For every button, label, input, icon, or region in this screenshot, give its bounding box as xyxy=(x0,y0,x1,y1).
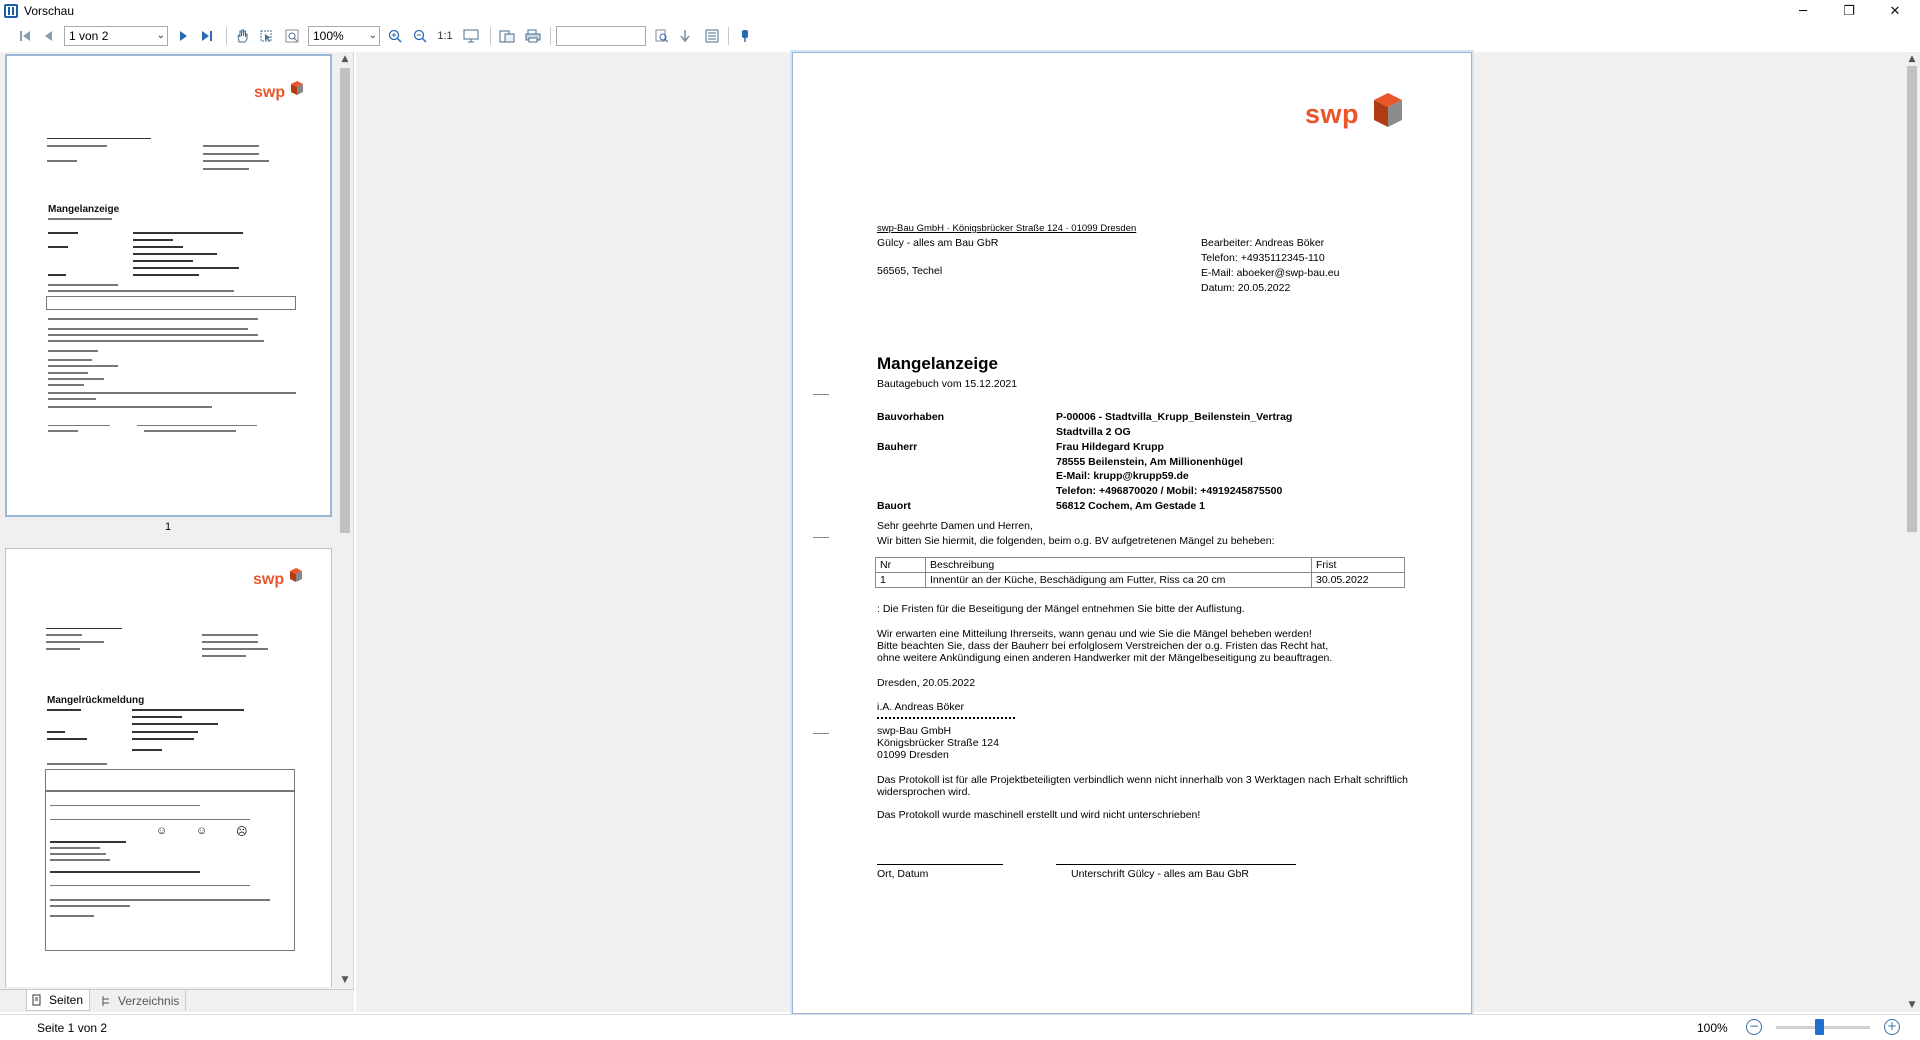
recipient-name: Gülcy - alles am Bau GbR xyxy=(877,237,999,249)
field-value-client: Frau Hildegard Krupp xyxy=(1056,441,1164,453)
thumb-line xyxy=(47,160,77,162)
print-icon xyxy=(525,29,541,43)
clerk: Bearbeiter: Andreas Böker xyxy=(1201,237,1325,249)
paragraph: Bitte beachten Sie, dass der Bauherr bei erfolglosem Verstreichen der o.g. Fristen das Recht hat, xyxy=(877,640,1329,652)
pin-icon xyxy=(740,29,750,43)
thumb-line xyxy=(133,267,239,269)
scroll-down-arrow[interactable]: ▼ xyxy=(341,975,349,985)
company-city: 01099 Dresden xyxy=(877,749,949,761)
field-value-location: 56812 Cochem, Am Gestade 1 xyxy=(1056,500,1206,512)
thumb-line xyxy=(133,253,217,255)
hand-icon xyxy=(235,29,249,43)
smiley-neutral-icon: ☺ xyxy=(196,825,208,837)
actual-size-button[interactable]: 1:1 xyxy=(437,30,453,42)
toolbar-separator xyxy=(550,27,551,45)
protocol-text: widersprochen wird. xyxy=(877,786,971,798)
title-bar xyxy=(0,0,1920,22)
zoom-in-button[interactable] xyxy=(385,26,405,46)
first-page-icon xyxy=(19,30,31,42)
thumb-line xyxy=(48,340,264,342)
thumb-line xyxy=(50,905,130,907)
search-input[interactable] xyxy=(556,26,646,46)
presentation-icon xyxy=(463,29,479,43)
protocol-text: Das Protokoll wurde maschinell erstellt und wird nicht unterschrieben! xyxy=(877,809,1201,821)
zoom-area-icon xyxy=(285,29,299,43)
scroll-up-arrow[interactable]: ▲ xyxy=(1908,54,1916,64)
document-page xyxy=(792,52,1472,1014)
zoom-selector-value: 100% xyxy=(313,29,344,43)
sidebar-tabs xyxy=(0,989,354,1011)
thumb-line xyxy=(137,425,257,426)
thumb-line xyxy=(132,738,194,740)
pages-icon xyxy=(31,994,43,1006)
tab-pages[interactable] xyxy=(26,990,90,1011)
thumb-line xyxy=(132,749,162,751)
thumb-line xyxy=(133,246,183,248)
table-row xyxy=(876,573,1405,588)
signature-line-right xyxy=(1056,864,1296,865)
zoom-selector[interactable] xyxy=(308,26,380,46)
field-label-client: Bauherr xyxy=(877,441,918,453)
previous-page-icon xyxy=(43,30,53,42)
thumb-line xyxy=(132,716,182,718)
thumbnail-list xyxy=(0,52,336,987)
select-tool-button[interactable] xyxy=(256,26,276,46)
thumbnail-logo: swp xyxy=(254,84,286,101)
thumb-line xyxy=(48,406,212,408)
field-value-client: Telefon: +496870020 / Mobil: +4919245875500 xyxy=(1056,485,1283,497)
thumb-line xyxy=(48,378,104,380)
field-label-project: Bauvorhaben xyxy=(877,411,945,423)
presentation-button[interactable] xyxy=(460,26,482,46)
thumb-line xyxy=(48,318,258,320)
paragraph: Wir erwarten eine Mitteilung Ihrerseits, wann genau und wie Sie die Mängel beheben werden! xyxy=(877,628,1312,640)
thumb-line xyxy=(132,731,198,733)
document-heading: Mangelanzeige xyxy=(877,354,998,373)
zoom-out-icon xyxy=(413,29,427,43)
zoom-status: 100% xyxy=(1697,1021,1728,1035)
signer: i.A. Andreas Böker xyxy=(877,701,964,713)
find-icon xyxy=(655,29,669,43)
pin-button[interactable] xyxy=(736,26,754,46)
last-page-icon xyxy=(201,30,213,42)
scroll-up-arrow[interactable]: ▲ xyxy=(341,54,349,64)
thumb-line xyxy=(133,239,173,241)
previous-page-button[interactable] xyxy=(40,26,56,46)
page-status: Seite 1 von 2 xyxy=(37,1021,108,1035)
thumb-line xyxy=(48,218,112,220)
zoom-out-button[interactable] xyxy=(410,26,430,46)
toolbar-separator xyxy=(490,27,491,45)
close-button[interactable]: ✕ xyxy=(1889,3,1901,19)
zoom-out-icon[interactable]: − xyxy=(1746,1019,1762,1035)
thumb-line xyxy=(133,274,199,276)
zoom-tool-button[interactable] xyxy=(282,26,302,46)
thumb-line xyxy=(144,430,236,432)
thumb-line xyxy=(48,290,234,292)
thumb-line xyxy=(48,392,296,394)
smiley-happy-icon: ☺ xyxy=(156,825,168,837)
thumb-line xyxy=(50,859,110,861)
thumb-line xyxy=(48,232,78,234)
field-value-project: Stadtvilla 2 OG xyxy=(1056,426,1131,438)
thumbnail-scroll-thumb[interactable] xyxy=(340,68,350,533)
table-header: Beschreibung xyxy=(926,558,1312,573)
toolbar-separator xyxy=(226,27,227,45)
thumb-line xyxy=(47,731,65,733)
salutation: Sehr geehrte Damen und Herren, xyxy=(877,520,1033,532)
thumb-line xyxy=(48,384,84,386)
thumbnail-heading: Mangelanzeige xyxy=(48,204,120,215)
company-name: swp-Bau GmbH xyxy=(877,725,952,737)
field-label-location: Bauort xyxy=(877,500,911,512)
thumb-line xyxy=(50,899,270,901)
place-date: Dresden, 20.05.2022 xyxy=(877,677,976,689)
table-header: Frist xyxy=(1312,558,1405,573)
field-value-project: P-00006 - Stadtvilla_Krupp_Beilenstein_Vertrag xyxy=(1056,411,1293,423)
protocol-text: Das Protokoll ist für alle Projektbeteiligten verbindlich wenn nicht innerhalb von 3 Werktagen nach Erhalt schriftlich xyxy=(877,774,1408,786)
field-value-client: E-Mail: krupp@krupp59.de xyxy=(1056,470,1189,482)
thumb-line xyxy=(48,274,66,276)
thumb-line xyxy=(48,425,110,426)
tab-outline[interactable] xyxy=(96,990,186,1011)
select-icon xyxy=(259,29,273,43)
thumbnail-panel xyxy=(0,52,354,1012)
minimize-button[interactable]: ─ xyxy=(1799,3,1807,19)
thumb-line xyxy=(132,709,244,711)
zoom-in-icon xyxy=(388,29,402,43)
zoom-slider-thumb[interactable] xyxy=(1815,1019,1824,1035)
thumb-line xyxy=(202,655,246,657)
thumb-line xyxy=(203,168,249,170)
toolbar xyxy=(0,22,1920,50)
window-title: Vorschau xyxy=(24,4,75,18)
thumbnail-heading: Mangelrückmeldung xyxy=(47,695,145,706)
thumb-line xyxy=(48,365,118,367)
thumb-line xyxy=(203,145,259,147)
thumbnail-page-2[interactable] xyxy=(5,548,332,987)
field-value-client: 78555 Beilenstein, Am Millionenhügel xyxy=(1056,456,1243,468)
signature-label-left: Ort, Datum xyxy=(877,868,929,880)
first-page-button[interactable] xyxy=(16,26,34,46)
thumb-line xyxy=(46,634,82,636)
hand-tool-button[interactable] xyxy=(232,26,252,46)
table-cell: 30.05.2022 xyxy=(1312,573,1405,588)
logo-cube-icon xyxy=(1374,93,1402,127)
email: E-Mail: aboeker@swp-bau.eu xyxy=(1201,267,1340,279)
thumb-line xyxy=(48,372,88,374)
thumb-line xyxy=(48,398,96,400)
fold-mark xyxy=(813,733,829,734)
maximize-button[interactable]: ❐ xyxy=(1843,3,1855,19)
document-scroll-thumb[interactable] xyxy=(1907,66,1917,532)
thumb-line xyxy=(47,763,107,765)
app-icon xyxy=(4,4,18,18)
next-page-icon xyxy=(179,30,189,42)
thumb-line xyxy=(50,847,100,849)
page-selector-value: 1 von 2 xyxy=(69,29,109,43)
thumb-line xyxy=(46,641,104,643)
company-logo: swp xyxy=(1305,99,1360,129)
thumb-line xyxy=(48,334,258,336)
intro-text: Wir bitten Sie hiermit, die folgenden, beim o.g. BV aufgetretenen Mängel zu beheben: xyxy=(877,535,1275,547)
signature-dashes xyxy=(877,717,1015,719)
thumbnail-table xyxy=(45,769,295,791)
thumb-line xyxy=(48,350,98,352)
outline-icon xyxy=(705,29,719,43)
find-button[interactable] xyxy=(652,26,672,46)
thumb-line xyxy=(203,160,269,162)
thumbnail-scrollbar[interactable] xyxy=(338,52,352,987)
thumbnail-table xyxy=(46,296,296,310)
company-street: Königsbrücker Straße 124 xyxy=(877,737,999,749)
thumb-line xyxy=(202,641,258,643)
table-header: Nr xyxy=(876,558,926,573)
thumb-line xyxy=(50,841,126,843)
thumb-line xyxy=(48,430,78,432)
thumb-line xyxy=(48,328,248,330)
signature-label-right: Unterschrift Gülcy - alles am Bau GbR xyxy=(1071,868,1249,880)
chevron-down-icon: ⌄ xyxy=(368,30,377,41)
logo-cube-icon xyxy=(290,568,302,582)
thumb-line xyxy=(203,153,259,155)
scroll-down-arrow[interactable]: ▼ xyxy=(1908,1000,1916,1010)
thumb-line xyxy=(46,648,80,650)
thumb-line xyxy=(50,853,106,855)
zoom-in-icon[interactable]: + xyxy=(1884,1019,1900,1035)
thumb-line xyxy=(46,628,122,629)
defects-table xyxy=(875,557,1405,588)
thumb-line xyxy=(50,871,200,873)
print-button[interactable] xyxy=(522,26,544,46)
next-page-button[interactable] xyxy=(176,26,192,46)
thumb-line xyxy=(48,359,92,361)
chevron-down-icon: ⌄ xyxy=(156,30,165,41)
tab-pages-label: Seiten xyxy=(49,993,84,1007)
thumb-line xyxy=(47,709,81,711)
table-cell: 1 xyxy=(876,573,926,588)
thumb-line xyxy=(133,232,243,234)
thumbnail-page-1[interactable] xyxy=(5,54,332,517)
thumb-line xyxy=(47,138,151,139)
thumb-line xyxy=(202,648,268,650)
recipient-city: 56565, Techel xyxy=(877,265,943,277)
thumbnail-logo: swp xyxy=(253,571,285,588)
export-button[interactable] xyxy=(496,26,518,46)
arrow-down-icon xyxy=(679,29,691,43)
logo-cube-icon xyxy=(291,81,303,95)
thumb-line xyxy=(48,246,68,248)
table-cell: Innentür an der Küche, Beschädigung am Futter, Riss ca 20 cm xyxy=(926,573,1312,588)
thumbnail-page-number: 1 xyxy=(164,521,172,533)
page-selector[interactable] xyxy=(64,26,168,46)
thumb-line xyxy=(133,260,193,262)
outline-tree-icon xyxy=(100,995,112,1007)
deadline-note: : Die Fristen für die Beseitigung der Mängel entnehmen Sie bitte der Auflistung. xyxy=(877,603,1245,615)
paragraph: ohne weitere Ankündigung einen anderen Handwerker mit der Mängelbeseitigung zu beauftragen. xyxy=(877,652,1333,664)
document-scrollbar[interactable] xyxy=(1904,52,1920,1012)
find-next-button[interactable] xyxy=(676,26,694,46)
status-bar xyxy=(0,1014,1920,1040)
thumb-line xyxy=(50,885,250,886)
outline-button[interactable] xyxy=(702,26,722,46)
thumb-line xyxy=(202,634,258,636)
sender-line: swp-Bau GmbH · Königsbrücker Straße 124 · 01099 Dresden xyxy=(877,223,1137,234)
phone: Telefon: +4935112345-110 xyxy=(1201,252,1325,264)
thumb-line xyxy=(48,284,118,286)
fold-mark xyxy=(813,537,829,538)
document-subheading: Bautagebuch vom 15.12.2021 xyxy=(877,378,1018,390)
signature-line-left xyxy=(877,864,1003,865)
thumb-line xyxy=(47,145,107,147)
export-icon xyxy=(499,29,515,43)
thumb-line xyxy=(50,805,200,806)
thumb-line xyxy=(50,819,250,820)
table-header-row xyxy=(876,558,1405,573)
thumb-line xyxy=(47,738,87,740)
letter-date: Datum: 20.05.2022 xyxy=(1201,282,1291,294)
thumb-line xyxy=(132,723,218,725)
toolbar-separator xyxy=(728,27,729,45)
smiley-sad-icon: ☹ xyxy=(236,826,248,838)
last-page-button[interactable] xyxy=(198,26,216,46)
document-viewer[interactable] xyxy=(356,52,1904,1012)
tab-outline-label: Verzeichnis xyxy=(118,993,180,1008)
fold-mark xyxy=(813,394,829,395)
thumb-line xyxy=(50,915,94,917)
